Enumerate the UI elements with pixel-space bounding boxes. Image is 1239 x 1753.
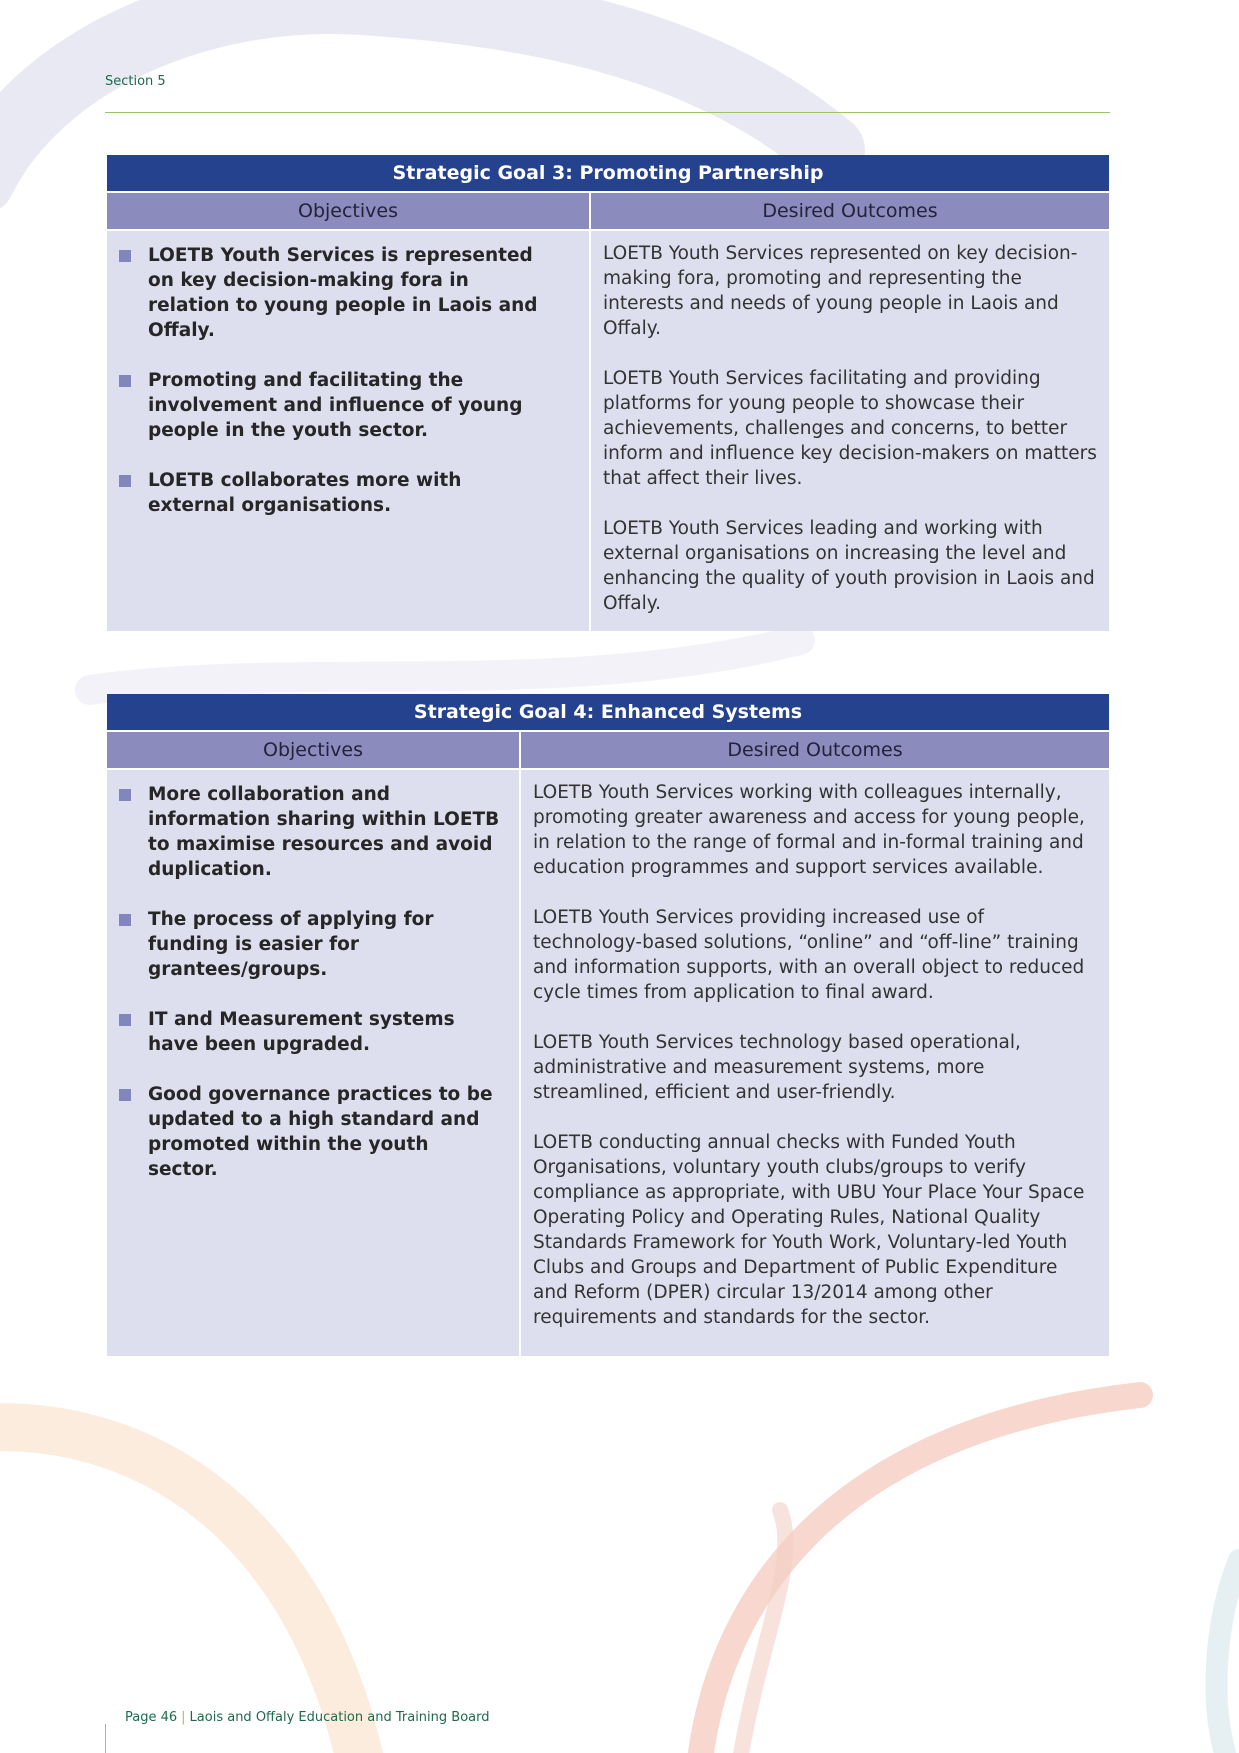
objective-text: Good governance practices to be updated to a high standard and promoted within the youth sector. bbox=[148, 1084, 493, 1180]
outcome-paragraph: LOETB conducting annual checks with Funded Youth Organisations, voluntary youth clubs/groups to verify compliance as appropriate, with UBU Your Place Your Space Operating Policy and Operating Rules, National Quality Standards Framework for Youth Work, Voluntary-led Youth Clubs and Groups and Department of Public Expenditure and Reform (DPER) circular 13/2014 among other requirements and standards for the sector. bbox=[533, 1132, 1085, 1328]
square-bullet-icon bbox=[119, 250, 131, 262]
organisation-name: Laois and Offaly Education and Training Board bbox=[189, 1710, 490, 1725]
blue-brush-stroke-corner bbox=[1217, 1560, 1239, 1753]
square-bullet-icon bbox=[119, 1089, 131, 1101]
table-title: Strategic Goal 4: Enhanced Systems bbox=[107, 694, 1109, 732]
column-header-row bbox=[107, 193, 1109, 231]
column-header-objectives: Objectives bbox=[107, 732, 519, 768]
outcomes-cell bbox=[521, 770, 1109, 1356]
objective-text: IT and Measurement systems have been upgraded. bbox=[148, 1009, 455, 1055]
objective-item bbox=[119, 368, 549, 443]
objective-text: LOETB collaborates more with external organisations. bbox=[148, 470, 462, 516]
square-bullet-icon bbox=[119, 375, 131, 387]
peach-brush-stroke-left bbox=[0, 1427, 360, 1753]
table-title: Strategic Goal 3: Promoting Partnership bbox=[107, 155, 1109, 193]
footer-separator: | bbox=[181, 1710, 186, 1725]
lavender-brush-stroke-top bbox=[0, 0, 830, 180]
objective-item bbox=[119, 907, 504, 982]
page-number: Page 46 bbox=[125, 1710, 178, 1725]
outcome-paragraph: LOETB Youth Services providing increased use of technology-based solutions, “online” and “off-line” training and information supports, with an overall object to reduced cycle times from application to final award. bbox=[533, 907, 1085, 1003]
square-bullet-icon bbox=[119, 475, 131, 487]
outcome-paragraph: LOETB Youth Services working with colleagues internally, promoting greater awareness and access for young people, in relation to the range of formal and in-formal training and education programmes and support services available. bbox=[533, 782, 1085, 878]
objective-text: More collaboration and information sharing within LOETB to maximise resources and avoid duplication. bbox=[148, 784, 500, 880]
footer-rule bbox=[105, 1724, 106, 1753]
column-header-objectives: Objectives bbox=[107, 193, 589, 229]
outcomes-cell bbox=[591, 231, 1109, 631]
objective-item bbox=[119, 782, 504, 882]
objectives-cell bbox=[107, 231, 589, 631]
objective-item bbox=[119, 243, 549, 343]
objective-text: Promoting and facilitating the involvement and influence of young people in the youth sector. bbox=[148, 370, 523, 441]
objective-item bbox=[119, 1082, 504, 1182]
strategic-goal-4-table bbox=[107, 694, 1109, 1356]
outcome-paragraph: LOETB Youth Services facilitating and providing platforms for young people to showcase their achievements, challenges and concerns, to better inform and influence key decision-makers on matters that affect their lives. bbox=[603, 368, 1097, 489]
square-bullet-icon bbox=[119, 789, 131, 801]
lavender-brush-stroke-middle bbox=[90, 640, 800, 690]
column-header-row bbox=[107, 732, 1109, 770]
table-body-row bbox=[107, 231, 1109, 631]
objective-text: LOETB Youth Services is represented on key decision-making fora in relation to young people in Laois and Offaly. bbox=[148, 245, 538, 341]
column-header-outcomes: Desired Outcomes bbox=[591, 193, 1109, 229]
square-bullet-icon bbox=[119, 1014, 131, 1026]
table-body-row bbox=[107, 770, 1109, 1356]
outcome-paragraph: LOETB Youth Services leading and working with external organisations on increasing the level and enhancing the quality of youth provision in Laois and Offaly. bbox=[603, 518, 1095, 614]
column-header-outcomes: Desired Outcomes bbox=[521, 732, 1109, 768]
objectives-cell bbox=[107, 770, 519, 1356]
section-label: Section 5 bbox=[105, 74, 166, 89]
objective-text: The process of applying for funding is easier for grantees/groups. bbox=[148, 909, 434, 980]
outcome-paragraph: LOETB Youth Services technology based operational, administrative and measurement systems, more streamlined, efficient and user-friendly. bbox=[533, 1032, 1021, 1103]
pink-brush-stroke-right bbox=[700, 1395, 1140, 1753]
page-footer bbox=[125, 1710, 490, 1725]
outcome-paragraph: LOETB Youth Services represented on key decision-making fora, promoting and representing the interests and needs of young people in Laois and Offaly. bbox=[603, 243, 1078, 339]
objective-item bbox=[119, 1007, 504, 1057]
square-bullet-icon bbox=[119, 914, 131, 926]
header-rule bbox=[105, 112, 1110, 113]
strategic-goal-3-table bbox=[107, 155, 1109, 631]
objective-item bbox=[119, 468, 549, 518]
